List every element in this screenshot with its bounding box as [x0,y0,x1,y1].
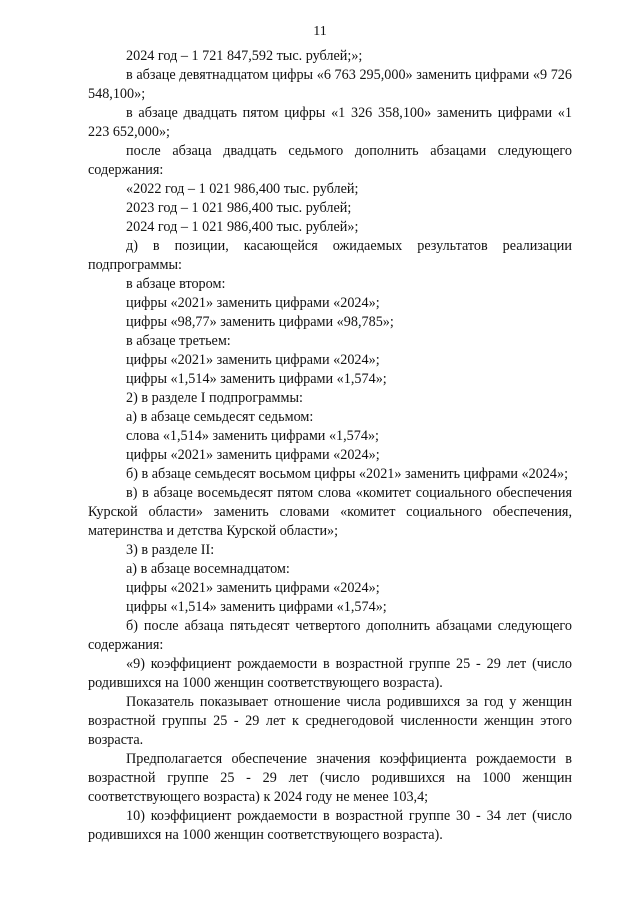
document-line: 2024 год – 1 021 986,400 тыс. рублей»; [126,219,359,235]
document-line: 2024 год – 1 721 847,592 тыс. рублей;»; [126,48,363,64]
document-line: цифры «2021» заменить цифрами «2024»; [126,352,380,368]
page-number: 11 [313,24,327,39]
document-line: 2023 год – 1 021 986,400 тыс. рублей; [126,200,352,216]
document-paragraph: 10) коэффициент рождаемости в возрастной группе 30 - 34 лет (число родившихся на 1000 женщин соответствующего возраста). [88,808,572,843]
document-line: в абзаце третьем: [126,333,231,349]
document-paragraph: б) в абзаце семьдесят восьмом цифры «2021» заменить цифрами «2024»; [126,466,569,482]
document-body [88,47,572,845]
document-paragraph: «9) коэффициент рождаемости в возрастной группе 25 - 29 лет (число родившихся на 1000 женщин соответствующего возраста). [88,656,572,691]
document-line: 3) в разделе II: [126,542,215,558]
document-paragraph: в абзаце девятнадцатом цифры «6 763 295,000» заменить цифрами «9 726 548,100»; [88,67,572,102]
document-line: а) в абзаце восемнадцатом: [126,561,290,577]
document-line: 2) в разделе I подпрограммы: [126,390,303,406]
document-paragraph: Предполагается обеспечение значения коэффициента рождаемости в возрастной группе 25 - 29 лет (число родившихся на 1000 женщин соответствующего возраста) к 2024 году не менее 103,4; [88,751,572,805]
document-paragraph: б) после абзаца пятьдесят четвертого дополнить абзацами следующего содержания: [88,618,572,653]
document-line: цифры «98,77» заменить цифрами «98,785»; [126,314,394,330]
document-line: цифры «2021» заменить цифрами «2024»; [126,295,380,311]
document-line: цифры «2021» заменить цифрами «2024»; [126,447,380,463]
document-line: слова «1,514» заменить цифрами «1,574»; [126,428,379,444]
document-paragraph: после абзаца двадцать седьмого дополнить абзацами следующего содержания: [88,143,572,178]
document-line: цифры «2021» заменить цифрами «2024»; [126,580,380,596]
document-line: в абзаце втором: [126,276,226,292]
document-line: цифры «1,514» заменить цифрами «1,574»; [126,371,387,387]
document-paragraph: в) в абзаце восемьдесят пятом слова «комитет социального обеспечения Курской области» заменить словами «комитет социального обеспечения, материнства и детства Курской области»; [88,485,572,539]
document-paragraph: Показатель показывает отношение числа родившихся за год у женщин возрастной группы 25 - 29 лет к среднегодовой численности женщин этого возраста. [88,694,572,748]
document-paragraph: в абзаце двадцать пятом цифры «1 326 358,100» заменить цифрами «1 223 652,000»; [88,105,572,140]
document-line: цифры «1,514» заменить цифрами «1,574»; [126,599,387,615]
document-line: «2022 год – 1 021 986,400 тыс. рублей; [126,181,359,197]
document-line: а) в абзаце семьдесят седьмом: [126,409,314,425]
document-paragraph: д) в позиции, касающейся ожидаемых результатов реализации подпрограммы: [88,238,572,273]
